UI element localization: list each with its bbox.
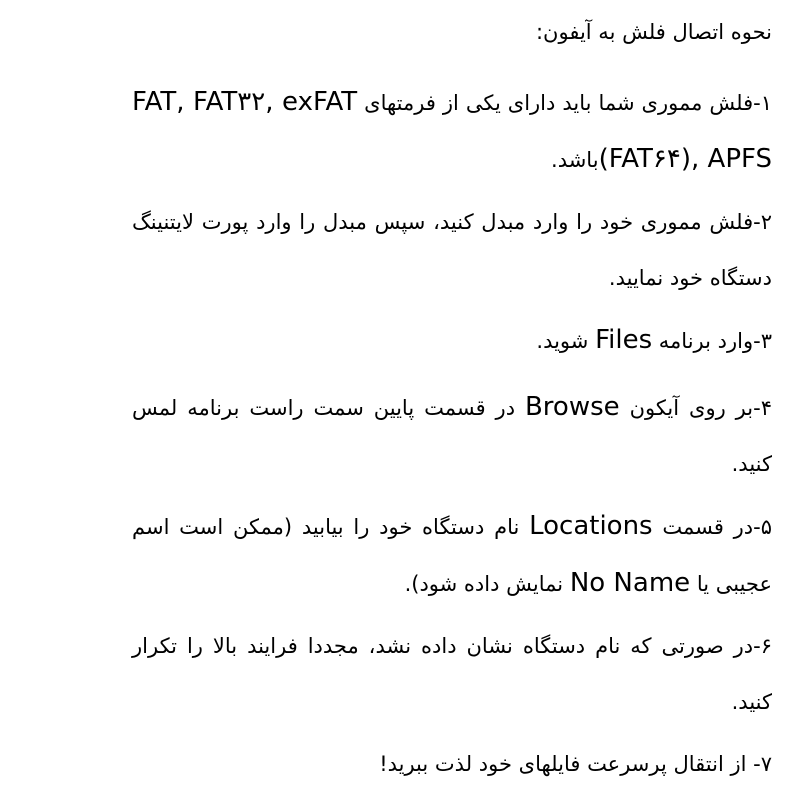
step-1-text-end: باشد.: [551, 148, 599, 172]
step-4-text-end: در قسمت پایین سمت راست برنامه لمس کنید.: [132, 396, 772, 476]
step-5: [132, 498, 772, 612]
step-3: [132, 312, 772, 369]
step-3-app-name: Files: [595, 325, 653, 355]
instructions-document: [132, 12, 772, 802]
step-3-text-end: شوید.: [536, 329, 596, 353]
step-4-icon-name: Browse: [524, 392, 620, 422]
step-4-text: ۴-بر روی آیکون: [619, 396, 772, 420]
step-6: ۶-در صورتی که نام دستگاه نشان داده نشد، مجددا فرایند بالا را تکرار کنید.: [132, 634, 772, 714]
step-1-formats: FAT, FAT۳۲, exFAT (FAT۶۴), APFS: [132, 87, 772, 174]
step-3-text: ۳-وارد برنامه: [652, 329, 772, 353]
step-5-text-end: نمایش داده شود).: [404, 572, 570, 596]
step-4: [132, 379, 772, 492]
step-2: ۲-فلش مموری خود را وارد مبدل کنید، سپس مبدل را وارد پورت لایتنینگ دستگاه خود نمایید.: [132, 210, 772, 290]
document-title: نحوه اتصال فلش به آیفون:: [535, 20, 772, 44]
step-5-device-name: No Name: [569, 568, 691, 598]
step-1-text: ۱-فلش مموری شما باید دارای یکی از فرمتهای: [357, 91, 772, 115]
step-5-text: ۵-در قسمت: [652, 515, 772, 539]
step-1: [132, 74, 772, 188]
step-7: ۷- از انتقال پرسرعت فایلهای خود لذت ببرید!: [379, 752, 772, 776]
step-5-text-mid: نام دستگاه خود را بیابید (ممکن است اسم عجیبی یا: [132, 515, 772, 596]
step-5-section-name: Locations: [529, 511, 653, 541]
